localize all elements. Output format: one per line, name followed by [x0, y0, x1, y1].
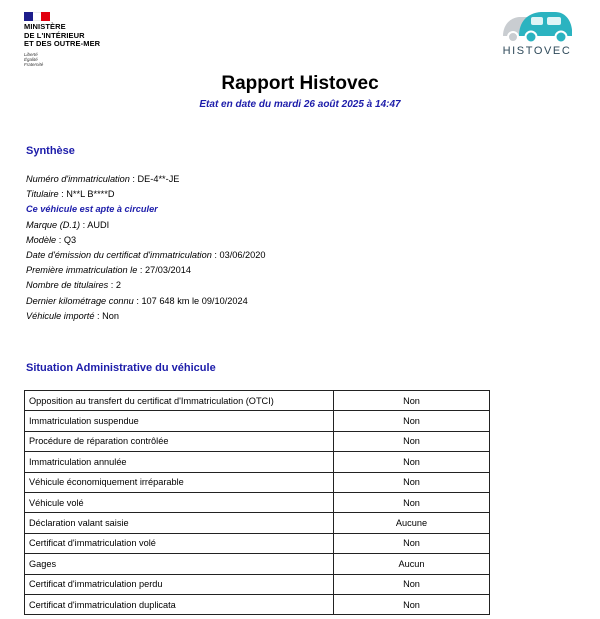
- row-label: Véhicule économiquement irréparable: [25, 472, 334, 492]
- line-value: Non: [102, 310, 119, 321]
- row-value: Non: [334, 594, 490, 614]
- table-row: [25, 452, 490, 472]
- synthese-line: [26, 309, 446, 324]
- french-flag-icon: [24, 12, 50, 21]
- ministry-logo: [24, 12, 134, 67]
- table-row: [25, 533, 490, 553]
- situation-heading: Situation Administrative du véhicule: [26, 362, 216, 374]
- car-icon: [499, 8, 575, 44]
- motto-line: Égalité: [24, 56, 38, 62]
- row-label: Procédure de réparation contrôlée: [25, 431, 334, 451]
- table-row: [25, 391, 490, 411]
- line-value: 27/03/2014: [144, 265, 191, 276]
- line-label: Marque (D.1): [26, 219, 81, 230]
- row-label: Déclaration valant saisie: [25, 513, 334, 533]
- ministry-line: MINISTÈRE: [24, 22, 66, 31]
- ministry-line: DE L'INTÉRIEUR: [24, 30, 85, 40]
- line-label: Dernier kilométrage connu: [26, 295, 134, 306]
- row-label: Certificat d'immatriculation volé: [25, 533, 334, 553]
- page-title: Rapport Histovec: [221, 73, 379, 94]
- table-row: [25, 594, 490, 614]
- row-label: Immatriculation suspendue: [25, 411, 334, 431]
- line-value: AUDI: [87, 219, 110, 230]
- line-label: Date d'émission du certificat d'immatriculation: [26, 249, 212, 260]
- synthese-line: [26, 218, 446, 233]
- histovec-logo: [497, 8, 577, 57]
- synthese-line: [26, 187, 446, 202]
- vehicle-status: Ce véhicule est apte à circuler: [26, 204, 158, 215]
- line-sep: :: [56, 234, 64, 245]
- line-sep: :: [133, 295, 142, 306]
- report-date: Etat en date du mardi 26 août 2025 à 14:47: [199, 99, 401, 110]
- histovec-brand: HISTOVEC: [502, 45, 572, 57]
- table-row: [25, 513, 490, 533]
- line-label: Nombre de titulaires: [26, 280, 109, 291]
- line-value: 107 648 km le 09/10/2024: [141, 295, 248, 306]
- synthese-heading: Synthèse: [26, 145, 75, 157]
- row-value: Aucune: [334, 513, 490, 533]
- line-label: Titulaire: [26, 189, 59, 200]
- line-value: N**L B****D: [66, 189, 115, 200]
- line-sep: :: [129, 174, 138, 184]
- line-value: 2: [115, 280, 122, 291]
- row-label: Certificat d'immatriculation duplicata: [25, 594, 334, 614]
- line-sep: :: [139, 265, 145, 276]
- ministry-name: [24, 23, 134, 49]
- row-value: Non: [334, 472, 490, 492]
- row-label: Immatriculation annulée: [25, 452, 334, 472]
- row-value: Non: [334, 533, 490, 553]
- table-row: [25, 574, 490, 594]
- synthese-list: [26, 172, 446, 324]
- row-label: Certificat d'immatriculation perdu: [25, 574, 334, 594]
- ministry-line: ET DES OUTRE-MER: [24, 39, 101, 48]
- row-label: Opposition au transfert du certificat d'Immatriculation (OTCI): [25, 391, 334, 411]
- table-row: [25, 492, 490, 512]
- motto-line: Liberté: [24, 51, 38, 57]
- table-row: [25, 554, 490, 574]
- line-sep: :: [108, 280, 116, 291]
- line-label: Numéro d'immatriculation: [26, 174, 130, 184]
- row-label: Gages: [25, 554, 334, 574]
- synthese-line: [26, 233, 446, 248]
- line-label: Première immatriculation le: [26, 265, 140, 276]
- row-value: Non: [334, 391, 490, 411]
- line-sep: :: [211, 249, 220, 260]
- table-row: [25, 472, 490, 492]
- motto-line: Fraternité: [24, 61, 44, 67]
- row-value: Non: [334, 574, 490, 594]
- line-value: 03/06/2020: [219, 249, 266, 260]
- row-label: Véhicule volé: [25, 492, 334, 512]
- synthese-line: [26, 278, 446, 293]
- line-sep: :: [58, 189, 67, 200]
- synthese-line: [26, 172, 446, 187]
- line-value: Q3: [63, 234, 77, 245]
- synthese-line: [26, 248, 446, 263]
- situation-table: [24, 390, 490, 615]
- line-sep: :: [80, 219, 88, 230]
- row-value: Non: [334, 452, 490, 472]
- row-value: Non: [334, 492, 490, 512]
- row-value: Non: [334, 431, 490, 451]
- line-label: Modèle: [26, 234, 57, 245]
- line-value: DE-4**-JE: [137, 174, 180, 184]
- line-sep: :: [94, 310, 103, 321]
- row-value: Non: [334, 411, 490, 431]
- line-label: Véhicule importé: [26, 310, 95, 321]
- table-row: [25, 411, 490, 431]
- republic-motto: [24, 52, 134, 67]
- synthese-line: [26, 294, 446, 309]
- synthese-line: [26, 263, 446, 278]
- row-value: Aucun: [334, 554, 490, 574]
- table-row: [25, 431, 490, 451]
